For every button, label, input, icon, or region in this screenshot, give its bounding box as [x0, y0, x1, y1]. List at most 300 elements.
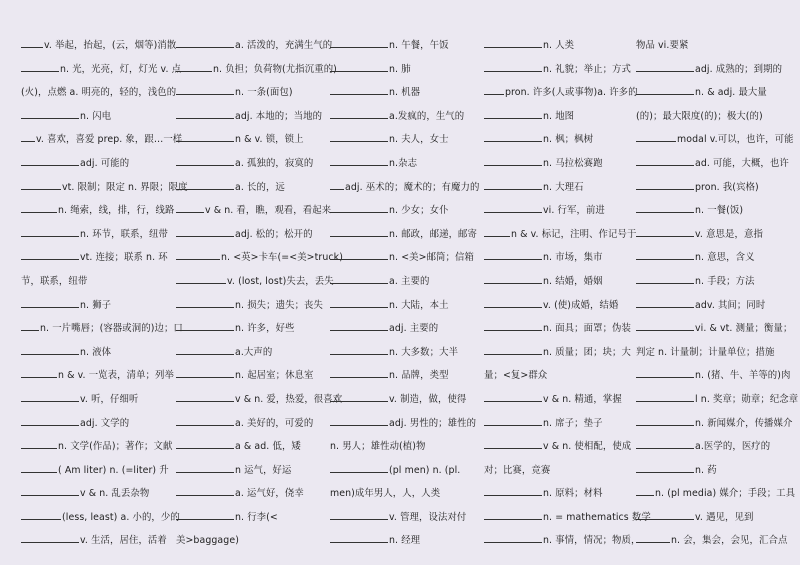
answer-blank[interactable]	[330, 131, 388, 142]
vocab-definition: vt. 限制；限定 n. 界限；限度	[62, 181, 188, 193]
vocab-entry	[484, 459, 634, 483]
answer-blank[interactable]	[484, 61, 542, 72]
vocab-definition: 对；比赛，竞赛	[484, 464, 551, 476]
answer-blank[interactable]	[484, 155, 542, 166]
vocab-entry	[484, 105, 634, 129]
vocab-definition: v & n. 精通，掌握	[543, 393, 622, 405]
answer-blank[interactable]	[21, 532, 79, 543]
answer-blank[interactable]	[176, 485, 234, 496]
vocab-entry	[21, 81, 177, 105]
vocab-column-4	[484, 34, 651, 553]
vocab-definition: n. 手段；方法	[695, 275, 755, 287]
vocab-entry	[176, 435, 326, 459]
vocab-entry	[330, 81, 480, 105]
vocab-definition: n. 会，集会，会见，汇合点	[671, 535, 788, 547]
answer-blank[interactable]	[636, 226, 694, 237]
vocab-definition: a. 美好的，可爱的	[235, 417, 314, 429]
vocab-entry	[484, 81, 638, 105]
vocab-entry	[636, 128, 794, 152]
vocab-definition: n. 一餐(饭)	[695, 205, 744, 217]
answer-blank[interactable]	[176, 438, 234, 449]
vocab-entry	[484, 152, 634, 176]
vocab-entry	[636, 152, 789, 176]
vocab-definition: n. 光，光亮，灯，灯光 v. 点	[60, 63, 182, 75]
answer-blank[interactable]	[484, 485, 542, 496]
answer-blank[interactable]	[636, 179, 694, 190]
vocab-entry	[176, 105, 326, 129]
answer-blank[interactable]	[176, 249, 220, 260]
vocab-entry	[636, 176, 782, 200]
vocab-definition: n. 午餐，午饭	[389, 40, 449, 51]
vocab-entry	[330, 199, 480, 223]
vocab-definition: adj. 可能的	[80, 157, 130, 169]
vocab-entry	[21, 294, 171, 318]
vocab-definition: n. 许多，好些	[235, 323, 295, 335]
answer-blank[interactable]	[21, 438, 57, 449]
vocab-definition: n 运气，好运	[235, 464, 292, 476]
vocab-column-3	[330, 34, 480, 553]
answer-blank[interactable]	[21, 509, 61, 520]
vocab-entry	[636, 34, 782, 58]
answer-blank[interactable]	[330, 391, 388, 402]
vocab-definition: v. 遇见，见到	[695, 511, 754, 523]
answer-blank[interactable]	[176, 297, 234, 308]
vocab-entry	[176, 459, 326, 483]
vocab-definition: v & n. 乱丢杂物	[80, 488, 150, 500]
answer-blank[interactable]	[636, 462, 694, 473]
vocab-definition: n. (pl media) 媒介；手段；工具	[655, 488, 796, 500]
vocab-definition: v & n. 爱，热爱，很喜欢	[235, 393, 343, 405]
vocab-entry	[484, 176, 634, 200]
vocab-entry	[636, 199, 782, 223]
vocab-entry	[21, 270, 171, 294]
answer-blank[interactable]	[636, 320, 694, 331]
answer-blank[interactable]	[176, 415, 234, 426]
answer-blank[interactable]	[636, 485, 654, 496]
answer-blank[interactable]	[330, 61, 388, 72]
vocab-definition: n. 负担；负荷物(尤指沉重的)	[213, 63, 337, 75]
answer-blank[interactable]	[484, 37, 542, 48]
vocab-entry	[636, 270, 782, 294]
vocab-definition: n. 事情，情况；物质，	[543, 535, 641, 547]
answer-blank[interactable]	[484, 532, 542, 543]
answer-blank[interactable]	[21, 415, 79, 426]
vocab-entry	[330, 246, 480, 270]
vocab-entry	[636, 58, 782, 82]
answer-blank[interactable]	[176, 462, 234, 473]
vocab-entry	[636, 81, 782, 105]
vocab-entry	[21, 128, 183, 152]
answer-blank[interactable]	[176, 273, 226, 284]
vocab-definition: vi. & vt. 测量；衡量；	[695, 323, 793, 335]
answer-blank[interactable]	[330, 367, 388, 378]
answer-blank[interactable]	[176, 108, 234, 119]
vocab-entry	[21, 435, 171, 459]
vocab-definition: v. 管理，设法对付	[389, 511, 467, 523]
vocab-entry	[636, 482, 796, 506]
answer-blank[interactable]	[484, 415, 542, 426]
vocab-entry	[176, 341, 326, 365]
answer-blank[interactable]	[330, 297, 388, 308]
vocab-definition: v. 举起，抬起，(云，烟等)消散	[44, 40, 177, 51]
answer-blank[interactable]	[21, 249, 79, 260]
vocab-entry	[21, 341, 171, 365]
vocab-definition: a. 长的，远	[235, 181, 285, 193]
answer-blank[interactable]	[636, 84, 694, 95]
answer-blank[interactable]	[636, 415, 694, 426]
vocab-entry	[176, 317, 326, 341]
vocab-definition: n. 大多数；大半	[389, 346, 459, 358]
vocab-definition: (火)，点燃 a. 明亮的，轻的，浅色的	[21, 87, 177, 99]
answer-blank[interactable]	[636, 273, 694, 284]
answer-blank[interactable]	[176, 320, 234, 331]
vocab-definition: ( Am liter) n. (=liter) 升	[58, 464, 169, 476]
vocab-definition: n. 意思，含义	[695, 252, 755, 264]
vocab-definition: v. 意思是，意指	[695, 228, 763, 240]
vocab-definition: (pl men) n. (pl.	[389, 464, 461, 476]
answer-blank[interactable]	[330, 249, 388, 260]
vocab-entry	[484, 294, 634, 318]
vocab-definition: n. (猪、牛、羊等的)肉	[695, 370, 791, 382]
answer-blank[interactable]	[636, 367, 694, 378]
vocab-entry	[636, 341, 782, 365]
vocab-definition: n. = mathematics 数学	[543, 511, 651, 523]
answer-blank[interactable]	[484, 131, 542, 142]
answer-blank[interactable]	[636, 532, 670, 543]
answer-blank[interactable]	[636, 155, 694, 166]
vocab-entry	[484, 270, 634, 294]
answer-blank[interactable]	[176, 84, 234, 95]
vocab-entry	[330, 58, 480, 82]
vocab-entry	[21, 223, 171, 247]
vocab-entry	[176, 246, 343, 270]
answer-blank[interactable]	[484, 509, 542, 520]
vocab-definition: l n. 奖章；勋章；纪念章	[695, 393, 799, 405]
vocab-definition: n. 机器	[389, 87, 421, 99]
answer-blank[interactable]	[484, 297, 542, 308]
vocab-entry	[21, 317, 183, 341]
answer-blank[interactable]	[330, 108, 388, 119]
vocab-definition: n. 席子；垫子	[543, 417, 603, 429]
answer-blank[interactable]	[21, 155, 79, 166]
vocab-entry	[484, 506, 651, 530]
answer-blank[interactable]	[176, 155, 234, 166]
vocab-entry	[330, 529, 480, 553]
vocab-entry	[330, 317, 480, 341]
vocab-definition: n. 新闻媒介，传播媒介	[695, 417, 793, 429]
vocab-entry	[636, 459, 782, 483]
vocab-entry	[176, 529, 326, 553]
vocab-definition: n. 马拉松赛跑	[543, 157, 603, 169]
vocab-definition: n. 文学(作品)；著作；文献	[58, 441, 173, 453]
answer-blank[interactable]	[176, 391, 234, 402]
answer-blank[interactable]	[330, 37, 388, 48]
vocab-definition: n. 地图	[543, 110, 575, 122]
vocab-definition: n. 男人；雄性动(植)物	[330, 441, 426, 453]
vocab-definition: n. 原料；材料	[543, 488, 603, 500]
vocab-definition: n. 市场，集市	[543, 252, 603, 264]
vocab-definition: vt. 连接；联系 n. 环	[80, 252, 168, 264]
vocab-entry	[484, 223, 637, 247]
vocab-definition: 判定 n. 计量制；计量单位；措施	[636, 346, 775, 358]
vocab-entry	[330, 459, 480, 483]
answer-blank[interactable]	[21, 367, 57, 378]
vocab-entry	[484, 388, 634, 412]
vocab-entry	[21, 199, 175, 223]
vocab-definition: n. 少女；女仆	[389, 205, 449, 217]
vocab-entry	[484, 317, 634, 341]
vocab-definition: pron. 许多(人或事物)a. 许多的	[505, 87, 638, 99]
vocab-definition: a & ad. 低，矮	[235, 441, 301, 453]
vocab-definition: a.大声的	[235, 346, 273, 358]
vocab-definition: n. <英>卡车(=<美>truck)	[221, 252, 343, 264]
vocab-definition: n. 绳索，线，排，行，线路	[58, 205, 175, 217]
vocab-definition: n. 质量；团；块；大	[543, 346, 632, 358]
answer-blank[interactable]	[484, 273, 542, 284]
vocab-entry	[330, 412, 480, 436]
vocab-entry	[21, 364, 174, 388]
vocab-definition: adj. 男性的；雄性的	[389, 417, 477, 429]
answer-blank[interactable]	[636, 131, 676, 142]
answer-blank[interactable]	[21, 108, 79, 119]
vocab-entry	[636, 412, 793, 436]
vocab-definition: adv. 其间；同时	[695, 299, 766, 311]
vocab-definition: a. 孤独的，寂寞的	[235, 157, 314, 169]
vocab-definition: n & v. 锁，锁上	[235, 134, 304, 146]
answer-blank[interactable]	[176, 344, 234, 355]
vocab-entry	[176, 388, 343, 412]
answer-blank[interactable]	[330, 509, 388, 520]
answer-blank[interactable]	[176, 367, 234, 378]
vocab-definition: pron. 我(宾格)	[695, 181, 759, 193]
answer-blank[interactable]	[176, 202, 204, 213]
vocab-definition: n. 狮子	[80, 299, 112, 311]
vocab-entry	[330, 105, 480, 129]
vocab-definition: n. 夫人，女士	[389, 134, 449, 146]
answer-blank[interactable]	[176, 179, 234, 190]
answer-blank[interactable]	[330, 415, 388, 426]
vocab-entry	[636, 506, 782, 530]
vocab-entry	[484, 34, 634, 58]
answer-blank[interactable]	[636, 391, 694, 402]
vocab-definition: v. 生活，居住，活着	[80, 535, 167, 547]
answer-blank[interactable]	[636, 509, 694, 520]
vocab-entry	[330, 388, 480, 412]
vocab-entry	[330, 128, 480, 152]
answer-blank[interactable]	[636, 438, 694, 449]
vocab-entry	[176, 58, 337, 82]
vocab-entry	[484, 529, 641, 553]
answer-blank[interactable]	[484, 391, 542, 402]
vocab-definition: n. 品牌，类型	[389, 370, 449, 382]
answer-blank[interactable]	[21, 297, 79, 308]
vocab-entry	[21, 506, 180, 530]
vocab-entry	[330, 506, 480, 530]
vocab-entry	[484, 482, 634, 506]
vocab-column-2	[176, 34, 343, 553]
vocab-entry	[176, 223, 326, 247]
answer-blank[interactable]	[330, 320, 388, 331]
answer-blank[interactable]	[484, 179, 542, 190]
answer-blank[interactable]	[176, 131, 234, 142]
vocab-entry	[484, 435, 634, 459]
answer-blank[interactable]	[21, 179, 61, 190]
vocab-definition: n. 结婚，婚姻	[543, 275, 603, 287]
vocab-definition: v. (使)成婚，结婚	[543, 299, 619, 311]
vocab-definition: a.发疯的，生气的	[389, 110, 465, 122]
vocab-entry	[176, 34, 333, 58]
answer-blank[interactable]	[21, 131, 35, 142]
vocab-definition: n & v. 标记，注明、作记号于	[511, 228, 637, 240]
vocab-entry	[484, 364, 634, 388]
vocab-entry	[636, 105, 782, 129]
vocab-definition: v. 喜欢，喜爱 prep. 象，跟…一样	[36, 134, 183, 146]
vocab-entry	[636, 435, 782, 459]
vocab-entry	[330, 482, 480, 506]
vocab-definition: v. 制造，做，使得	[389, 393, 467, 405]
answer-blank[interactable]	[21, 320, 39, 331]
vocab-entry	[21, 34, 177, 58]
answer-blank[interactable]	[176, 37, 234, 48]
vocab-entry	[21, 482, 171, 506]
answer-blank[interactable]	[21, 61, 59, 72]
vocab-entry	[636, 317, 793, 341]
vocab-entry	[176, 506, 326, 530]
answer-blank[interactable]	[21, 202, 57, 213]
vocab-definition: adj. 巫术的；魔术的；有魔力的	[345, 181, 480, 193]
vocab-definition: 节，联系，纽带	[21, 275, 88, 287]
answer-blank[interactable]	[21, 485, 79, 496]
vocab-entry	[176, 199, 332, 223]
vocab-definition: n. 枫；枫树	[543, 134, 594, 146]
answer-blank[interactable]	[484, 320, 542, 331]
answer-blank[interactable]	[484, 226, 510, 237]
vocab-entry	[176, 270, 334, 294]
vocab-definition: ad. 可能，大概，也许	[695, 157, 789, 169]
vocab-entry	[176, 176, 326, 200]
vocab-entry	[21, 58, 182, 82]
vocab-entry	[636, 364, 791, 388]
vocab-entry	[176, 152, 326, 176]
answer-blank[interactable]	[21, 37, 43, 48]
answer-blank[interactable]	[176, 226, 234, 237]
vocab-entry	[636, 294, 782, 318]
vocab-entry	[21, 246, 171, 270]
vocab-definition: n. 经理	[389, 535, 421, 547]
vocab-entry	[636, 223, 782, 247]
vocab-definition: n. 液体	[80, 346, 112, 358]
answer-blank[interactable]	[176, 509, 234, 520]
answer-blank[interactable]	[176, 61, 212, 72]
vocab-definition: n. 肺	[389, 63, 411, 75]
vocab-definition: adj. 文学的	[80, 417, 130, 429]
answer-blank[interactable]	[21, 462, 57, 473]
vocab-entry	[21, 459, 171, 483]
vocab-definition: n. 一片嘴唇；(容器或洞的)边；口	[40, 323, 183, 335]
vocab-definition: n. & adj. 最大量	[695, 87, 767, 99]
vocab-definition: (的)；最大限度(的)；极大(的)	[636, 110, 763, 122]
vocab-entry	[176, 81, 326, 105]
answer-blank[interactable]	[484, 202, 542, 213]
vocab-definition: n. 起居室；休息室	[235, 370, 314, 382]
vocab-entry	[21, 152, 171, 176]
vocab-definition: 美>baggage)	[176, 535, 239, 547]
answer-blank[interactable]	[330, 462, 388, 473]
vocab-entry	[484, 412, 634, 436]
answer-blank[interactable]	[484, 438, 542, 449]
vocab-entry	[330, 341, 480, 365]
vocab-definition: n.杂志	[389, 157, 418, 169]
vocab-definition: adj. 成熟的；到期的	[695, 63, 783, 75]
answer-blank[interactable]	[21, 391, 79, 402]
vocab-entry	[176, 128, 326, 152]
vocab-definition: n. 药	[695, 464, 717, 476]
answer-blank[interactable]	[21, 344, 79, 355]
answer-blank[interactable]	[636, 297, 694, 308]
answer-blank[interactable]	[484, 84, 504, 95]
vocab-definition: n. <美>邮筒；信箱	[389, 252, 474, 264]
vocab-entry	[21, 388, 171, 412]
vocab-entry	[636, 246, 782, 270]
vocab-entry	[176, 364, 326, 388]
answer-blank[interactable]	[636, 202, 694, 213]
vocab-entry	[484, 341, 634, 365]
vocab-entry	[330, 176, 480, 200]
vocab-definition: n. 人类	[543, 40, 575, 51]
vocab-definition: adj. 本地的；当地的	[235, 110, 323, 122]
vocab-definition: v. 听，仔细听	[80, 393, 139, 405]
answer-blank[interactable]	[484, 249, 542, 260]
answer-blank[interactable]	[330, 344, 388, 355]
answer-blank[interactable]	[484, 108, 542, 119]
vocab-entry	[330, 364, 480, 388]
vocab-entry	[330, 294, 480, 318]
answer-blank[interactable]	[330, 84, 388, 95]
vocab-entry	[484, 199, 634, 223]
vocab-definition: n. 大陆，本土	[389, 299, 449, 311]
vocab-definition: a. 运气好，侥幸	[235, 488, 304, 500]
answer-blank[interactable]	[21, 226, 79, 237]
answer-blank[interactable]	[484, 344, 542, 355]
vocab-definition: a.医学的，医疗的	[695, 441, 771, 453]
vocab-entry	[636, 388, 799, 412]
vocab-definition: adj. 主要的	[389, 323, 439, 335]
answer-blank[interactable]	[330, 226, 388, 237]
vocab-definition: vi. 行军，前进	[543, 205, 605, 217]
answer-blank[interactable]	[330, 273, 388, 284]
vocab-entry	[330, 270, 480, 294]
vocab-entry	[21, 176, 188, 200]
answer-blank[interactable]	[330, 179, 344, 190]
vocab-entry	[330, 223, 480, 247]
vocab-definition: n & v. 一览表，清单；列举	[58, 370, 174, 382]
vocab-definition: 物品 vi.要紧	[636, 40, 689, 51]
vocab-entry	[176, 294, 326, 318]
vocab-definition: (less, least) a. 小的，少的	[62, 511, 180, 523]
vocab-definition: 量；<复>群众	[484, 370, 548, 382]
answer-blank[interactable]	[330, 202, 388, 213]
vocab-definition: n. 大理石	[543, 181, 584, 193]
vocab-entry	[21, 412, 171, 436]
vocab-definition: men)成年男人，人，人类	[330, 488, 441, 500]
answer-blank[interactable]	[330, 532, 388, 543]
vocab-entry	[484, 128, 634, 152]
answer-blank[interactable]	[636, 61, 694, 72]
vocab-entry	[176, 412, 326, 436]
vocab-definition: v & n. 看，瞧，观看，看起来	[205, 205, 332, 217]
answer-blank[interactable]	[330, 155, 388, 166]
answer-blank[interactable]	[636, 249, 694, 260]
